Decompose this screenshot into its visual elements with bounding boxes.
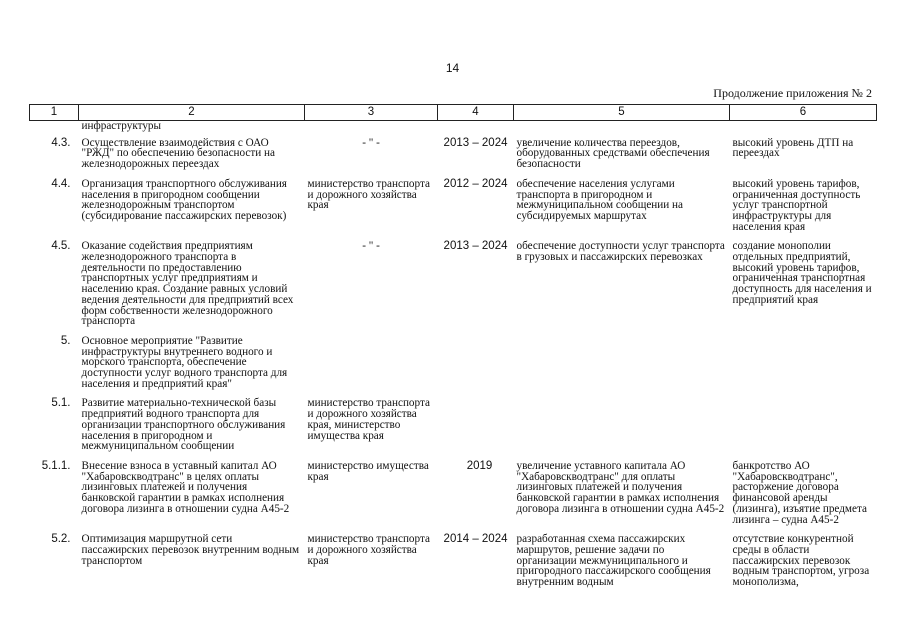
measure-name: Основное мероприятие "Развитие инфраструктуры внутреннего водного и морского транспорта, обеспечение доступности услуг водного транспорта для населения и предприятий края"	[81, 334, 288, 390]
measure-name: Оптимизация маршрутной сети пассажирских перевозок внутренним водным транспортом	[81, 533, 300, 567]
years: 2013 – 2024	[443, 136, 508, 149]
expected-result: увеличение количества переездов, оборудованных средствами обеспечения безопасности	[516, 136, 710, 171]
measures-table	[29, 104, 877, 597]
expected-result: обеспечение населения услугами транспорта в пригородном и межмуниципальном сообщении на субсидируемых маршрутах	[516, 177, 684, 222]
executor	[305, 121, 438, 138]
expected-result	[514, 398, 730, 461]
years: 2012 – 2024	[443, 177, 508, 190]
consequence: создание монополии отдельных предприятий, высокий уровень тарифов, ограниченная транспортная доступность для населения и предприятий края	[732, 240, 872, 306]
column-header: 3	[305, 105, 438, 121]
measure-name: Осуществление взаимодействия с ОАО "РЖД" по обеспечению безопасности на железнодорожных переездах	[81, 136, 275, 171]
table-row	[30, 534, 877, 597]
table-row	[30, 398, 877, 461]
page-number: 14	[445, 61, 460, 75]
executor: министерство транспорта и дорожного хозяйства края	[307, 533, 430, 567]
table-row	[30, 179, 877, 242]
expected-result: увеличение уставного капитала АО "Хабаровскводтранс" для оплаты лизинговых платежей и получения банковской гарантии в рамках исполнения договора лизинга в отношении судна А45-2	[516, 459, 725, 515]
years	[438, 121, 514, 138]
measure-name: Развитие материально-технической базы предприятий водного транспорта для организации транспортного обслуживания населения в пригородном и межмуниципальном сообщении	[81, 397, 286, 453]
row-number: 4.4.	[51, 177, 71, 190]
table-row	[30, 241, 877, 336]
row-number: 5.	[60, 334, 71, 347]
years: 2013 – 2024	[443, 240, 508, 253]
table-row	[30, 336, 877, 399]
executor: министерство имущества края	[307, 459, 429, 483]
table-header-row	[30, 105, 877, 121]
table-row	[30, 138, 877, 179]
executor: - " -	[362, 136, 380, 149]
expected-result: разработанная схема пассажирских маршрутов, решение задачи по организации межмуниципального и пригородного пассажирского сообщения внутренним водным	[516, 533, 711, 589]
executor	[305, 336, 438, 399]
years: 2014 – 2024	[443, 533, 508, 546]
consequence	[730, 121, 877, 138]
years: 2019	[466, 459, 493, 472]
consequence: высокий уровень ДТП на переездах	[732, 136, 854, 160]
consequence: отсутствие конкурентной среды в области пассажирских перевозок водным транспортом, угроза монополизма,	[732, 533, 870, 589]
executor: министерство транспорта и дорожного хозяйства края, министерство имущества края	[307, 397, 430, 442]
executor: - " -	[362, 240, 380, 253]
column-header: 4	[438, 105, 514, 121]
measure-name: Внесение взноса в уставный капитал АО "Хабаровскводтранс" в целях оплаты лизинговых платежей и получения банковской гарантии в рамках исполнения договора лизинга в отношении судна А45-2	[81, 459, 290, 515]
years	[438, 398, 514, 461]
measure-name: Оказание содействия предприятиям железнодорожного транспорта в деятельности по предоставлению транспортных услуг предприятиям и населению края. Создание равных условий ведения деятельности для предприятий всех форм собственности железнодорожного транспорта	[81, 240, 294, 328]
column-header: 1	[30, 105, 79, 121]
measure-name: Организация транспортного обслуживания населения в пригородном сообщении железнодорожным транспортом (субсидирование пассажирских перевозок)	[81, 177, 287, 222]
row-number: 4.3.	[51, 136, 71, 149]
table-row	[30, 461, 877, 534]
appendix-continuation-label: Продолжение приложения № 2	[713, 86, 872, 100]
row-number: 5.2.	[51, 533, 71, 546]
expected-result: обеспечение доступности услуг транспорта в грузовых и пассажирских перевозках	[516, 240, 725, 264]
consequence	[730, 336, 877, 399]
expected-result	[514, 336, 730, 399]
row-number: 4.5.	[51, 240, 71, 253]
column-header: 6	[730, 105, 877, 121]
executor: министерство транспорта и дорожного хозяйства края	[307, 177, 430, 212]
table-row	[30, 121, 877, 138]
column-header: 2	[79, 105, 305, 121]
years	[438, 336, 514, 399]
row-number: 5.1.	[51, 397, 71, 410]
consequence	[730, 398, 877, 461]
column-header: 5	[514, 105, 730, 121]
row-number: 5.1.1.	[41, 459, 71, 472]
measure-name: инфраструктуры	[81, 120, 162, 132]
expected-result	[514, 121, 730, 138]
consequence: высокий уровень тарифов, ограниченная доступность услуг транспортной инфраструктуры для населения края	[732, 177, 861, 233]
row-number	[30, 121, 79, 138]
consequence: банкротство АО "Хабаровскводтранс", расторжение договора финансовой аренды (лизинга), изъятие предмета лизинга – судна А45-2	[732, 459, 867, 526]
